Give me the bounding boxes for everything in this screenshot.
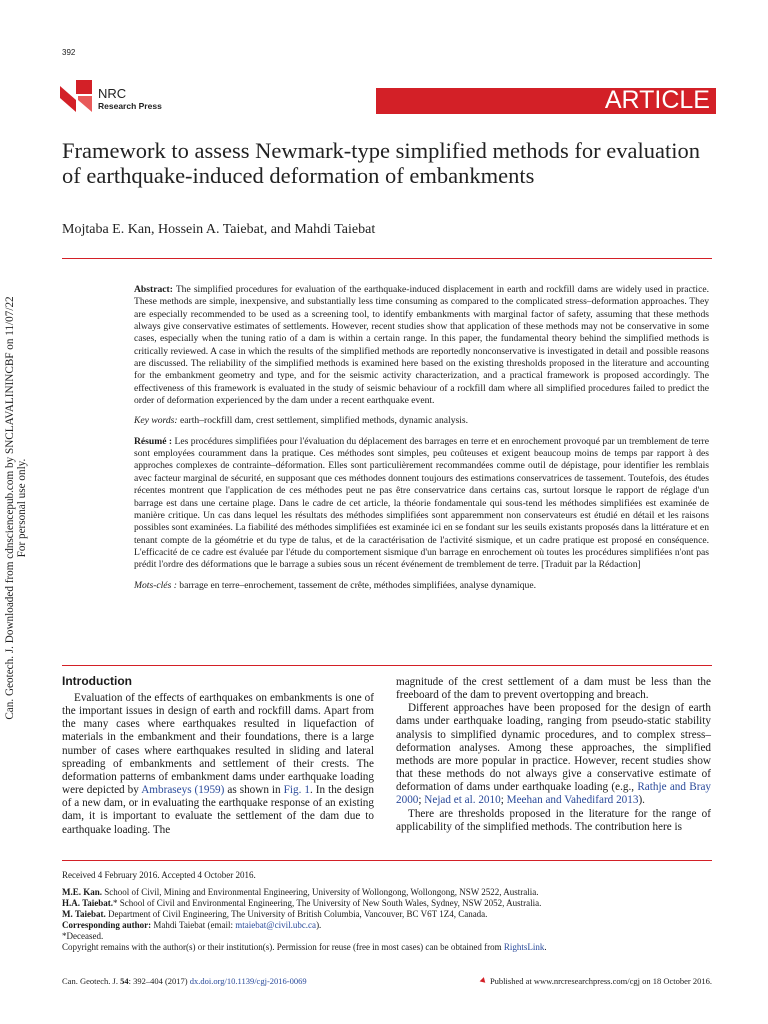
section-heading-introduction: Introduction	[62, 674, 132, 688]
abstract-rule	[62, 665, 712, 666]
logo-text: NRC	[98, 86, 127, 101]
body-text: . In the design of a new dam, or in evaluating the earthquake response of an existing dam, it is important to evaluate the settlement of the dam due to earthquake loading. The	[62, 784, 374, 836]
citation-footer	[62, 976, 712, 986]
keywords	[134, 415, 709, 427]
right-column	[396, 676, 711, 834]
corresponding-label: Corresponding author:	[62, 920, 152, 930]
copyright-note	[62, 942, 712, 953]
separator: ;	[500, 794, 507, 807]
footnote-rule	[62, 860, 712, 861]
intro-paragraph-2	[396, 702, 711, 807]
email-link[interactable]: mtaiebat@civil.ubc.ca	[235, 920, 317, 930]
deceased-note: *Deceased.	[62, 931, 104, 941]
abstract-block	[134, 284, 709, 600]
intro-paragraph-3: There are thresholds proposed in the literature for the range of applicability of the simplified methods. The contribution here is	[396, 807, 711, 833]
intro-paragraph-1	[62, 692, 374, 837]
punctuation: ).	[316, 920, 322, 930]
logo-subtext: Research Press	[98, 101, 162, 111]
body-text: ).	[638, 794, 645, 807]
volume: 54	[120, 976, 129, 986]
citation-link[interactable]: Nejad et al. 2010	[424, 794, 501, 807]
author-name: M.E. Kan.	[62, 887, 103, 897]
received-date: Received 4 February 2016. Accepted 4 October 2016.	[62, 870, 256, 880]
abstract	[134, 284, 709, 407]
body-text: Evaluation of the effects of earthquakes on embankments is one of the important issues in design of earth and rockfill dams. Apart from the many cases where earthquakes resulted in liquefaction of materials in the embankment and their foundations, there is a large number of cases where earthquakes resulted in sliding and lateral spreading of embankments and settlement of their crests. The deformation patterns of embankment dams under earthquake loading were depicted by	[62, 692, 374, 797]
body-text: as shown in	[224, 784, 284, 797]
copyright-text: Copyright remains with the author(s) or their institution(s). Permission for reuse (free in most cases) can be obtained from	[62, 942, 504, 952]
affiliation-1	[62, 887, 712, 898]
footnotes	[62, 870, 712, 953]
watermark-line-2: For personal use only.	[16, 458, 28, 558]
arrow-icon	[480, 977, 488, 985]
separator: ;	[418, 794, 425, 807]
citation-link[interactable]: Ambraseys (1959)	[141, 784, 225, 797]
journal-citation	[62, 976, 307, 986]
mots-cles-label: Mots-clés :	[134, 579, 177, 591]
figure-link[interactable]: Fig. 1	[283, 784, 310, 797]
published-text: Published at www.nrcresearchpress.com/cgj on 18 October 2016.	[489, 976, 712, 986]
citation-link[interactable]: Meehan and Vahedifard 2013	[506, 794, 639, 807]
article-banner	[376, 88, 716, 114]
rightslink-link[interactable]: RightsLink	[503, 942, 545, 952]
mots-cles	[134, 580, 709, 592]
watermark-line-1: Can. Geotech. J. Downloaded from cdnsciencepub.com by SNCLAVALININCBF on 11/07/22	[4, 296, 16, 720]
body-text: Different approaches have been proposed for the design of earth dams under earthquake loading, ranging from pseudo-static stability analysis to simplified dynamic procedures, and to complex stress–deformation analyses. Among these approaches, the simplified methods are more popular in practice. However, recent studies show that these methods do not always give a conservative estimate of deformation of dams under earthquake loading (e.g.,	[396, 702, 711, 794]
doi-link[interactable]: dx.doi.org/10.1139/cgj-2016-0069	[189, 976, 307, 986]
paper-title: Framework to assess Newmark-type simplified methods for evaluation of earthquake-induced deformation of embankments	[62, 138, 700, 188]
abstract-label: Abstract:	[134, 284, 173, 295]
nrc-logo	[60, 76, 170, 116]
header-rule	[62, 258, 712, 259]
author-name: M. Taiebat.	[62, 909, 106, 919]
corresponding-text: Mahdi Taiebat (email:	[151, 920, 236, 930]
page-number: 392	[62, 48, 76, 57]
resume-text: Les procédures simplifiées pour l'évaluation du déplacement des barrages en terre et en enrochement provoqué par un tremblement de terre sont employées couramment dans la pratique. Ces méthodes sont simples, peu coûteuses et exigent beaucoup moins de temps par rapport à des approches complexes de contrainte–déformation. Elles sont particulièrement recommandées comme outil de dépistage, pour identifier les remblais avec facteur marginal de sécurité, en supposant que ces méthodes donnent toujours des estimations conservatrices de tassement. Toutefois, des études récentes montrent que l'application de ces méthodes peut ne pas être conservatrice dans certains cas, surtout lorsque le rapport de réglage d'un barrage est dans une certaine plage. Dans le cadre de cet article, la théorie fondamentale qui sous-tend les méthodes simplifiées est examinée de manière critique. Un cas dans lequel les résultats des méthodes simplifiées sont apparemment non conservateurs est étudié en détail et les raisons possibles sont examinées. La fiabilité des méthodes simplifiées est examinée ici en se fondant sur les seuils existants proposés dans la littérature et en tenant compte de la géométrie et du type de talus, et de la caractérisation de l'activité sismique, et un cadre pratique est proposé en conséquence. L'efficacité de ce cadre est évaluée par l'étude du comportement sismique d'un barrage en enrochement où toutes les procédures simplifiées n'ont pas prédit l'ordre des déformations que le barrage a subies sous un récent événement de tremblement de terre. [Traduit par la Rédaction]	[134, 435, 709, 571]
mots-cles-text: barrage en terre–enrochement, tassement de crête, méthodes simplifiées, analyse dynamique.	[176, 579, 536, 591]
abstract-text: The simplified procedures for evaluation of the earthquake-induced displacement in earth and rockfill dams are widely used in practice. These methods are simple, inexpensive, and substantially less time consuming as compared to the complicated stress–deformation approaches. They are especially recommended to be used as a screening tool, to identify embankments with marginal factor of safety, assuming that these methods always give conservative estimates of settlements. However, recent studies show that application of these methods may not be conservative in some cases, especially when the tuning ratio of a dam is within a certain range. In this paper, the fundamental theory behind the simplified methods is critically reviewed. A case in which the results of the simplified methods are reportedly nonconservative is investigated in detail and possible reasons are discussed. The reliability of the simplified methods is examined here based on the existing thresholds proposed in the literature and accounting for the embankment geometry and type, and for the seismic activity characterization, and a practical framework is proposed accordingly. The effectiveness of this framework is evaluated in the study of seismic behaviour of a rockfill dam where all simplified procedures failed to predict the order of deformation experienced by the dam under a recent earthquake event.	[134, 284, 709, 407]
affiliation-2	[62, 898, 712, 909]
nrc-logo-icon	[60, 80, 96, 112]
author-list: Mojtaba E. Kan, Hossein A. Taiebat, and Mahdi Taiebat	[62, 222, 376, 237]
citation-link[interactable]: Rathje and Bray 2000	[396, 781, 712, 807]
affiliation-3	[62, 909, 712, 920]
journal-name: Can. Geotech. J.	[62, 976, 121, 986]
pages-year: : 392–404 (2017)	[128, 976, 190, 986]
punctuation: .	[544, 942, 547, 952]
affiliation-text: Department of Civil Engineering, The University of British Columbia, Vancouver, BC V6T 1Z4, Canada.	[105, 909, 488, 919]
intro-paragraph-continued: magnitude of the crest settlement of a dam must be less than the freeboard of the dam to prevent overtopping and breach.	[396, 676, 711, 702]
author-name: H.A. Taiebat.	[62, 898, 114, 908]
corresponding-author	[62, 920, 712, 931]
affiliation-text: * School of Civil and Environmental Engineering, The University of New South Wales, Sydney, NSW 2052, Australia.	[113, 898, 542, 908]
article-label: ARTICLE	[604, 86, 710, 114]
watermark-text	[4, 296, 28, 719]
keywords-text: earth–rockfill dam, crest settlement, simplified methods, dynamic analysis.	[177, 415, 469, 427]
download-watermark	[2, 258, 30, 758]
left-column	[62, 692, 374, 837]
published-note	[481, 976, 712, 986]
resume	[134, 436, 709, 572]
affiliation-text: School of Civil, Mining and Environmental Engineering, University of Wollongong, Wollongong, NSW 2522, Australia.	[102, 887, 539, 897]
resume-label: Résumé :	[134, 435, 173, 447]
keywords-label: Key words:	[134, 415, 178, 427]
